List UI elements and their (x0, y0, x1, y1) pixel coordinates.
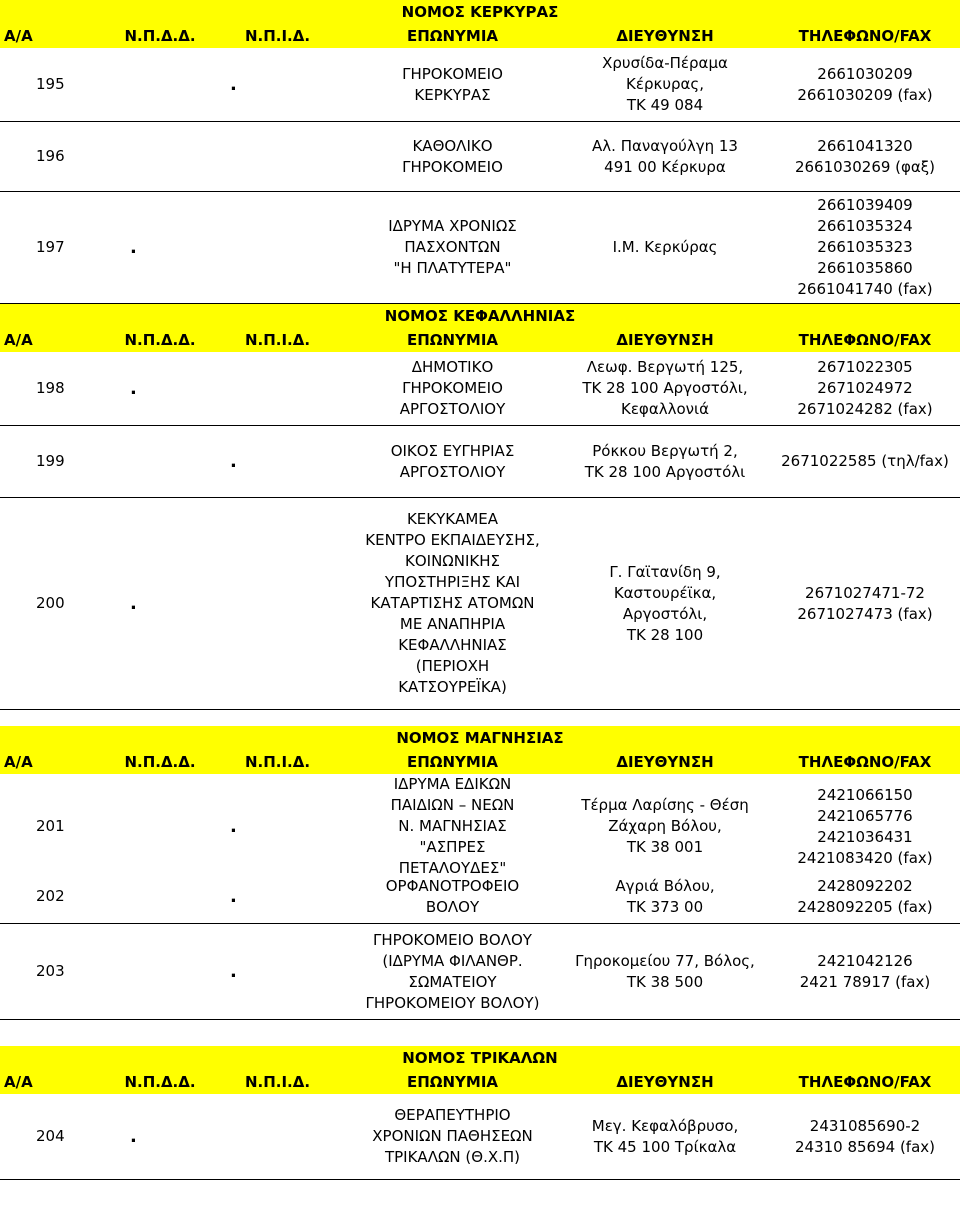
section-1 (0, 304, 960, 710)
column-header: Ν.Π.Δ.Δ. (124, 331, 196, 349)
name-line: ΓΗΡΟΚΟΜΕΙΟ (402, 379, 503, 397)
row-number: 201 (36, 817, 65, 835)
address-line: Καστουρέϊκα, (613, 583, 717, 602)
name-line: ΧΡΟΝΙΩΝ ΠΑΘΗΣΕΩΝ (372, 1127, 533, 1145)
name-line: "ΑΣΠΡΕΣ (419, 838, 486, 856)
address-line: ΤΚ 28 100 Αργοστόλι, (582, 379, 748, 397)
table-row (0, 498, 960, 710)
address-line: ΤΚ 49 084 (626, 96, 704, 114)
column-header: Α/Α (4, 1073, 33, 1091)
column-header: ΔΙΕΥΘΥΝΣΗ (616, 753, 714, 771)
name-line: ΓΗΡΟΚΟΜΕΙΟ (402, 64, 503, 83)
section-0 (0, 0, 960, 304)
address-line: Κεφαλλονιά (620, 400, 709, 418)
name-line: ΚΑΤΣΟΥΡΕΪΚΑ) (398, 678, 507, 696)
name-line: ΓΗΡΟΚΟΜΕΙΟ ΒΟΛΟΥ (373, 930, 532, 949)
column-header: ΔΙΕΥΘΥΝΣΗ (616, 1073, 714, 1091)
address-line: Κέρκυρας, (626, 75, 704, 93)
column-header: Ν.Π.Ι.Δ. (244, 27, 311, 45)
table-row (0, 774, 960, 877)
table-row (0, 426, 960, 498)
npdd-mark: . (130, 1126, 137, 1147)
row-number: 200 (36, 594, 65, 612)
npid-mark: . (230, 451, 237, 472)
name-line: "Η ΠΛΑΤΥΤΕΡΑ" (393, 259, 512, 277)
name-line: ΚΑΘΟΛΙΚΟ (412, 136, 493, 155)
name-line: ΘΕΡΑΠΕΥΤΗΡΙΟ (394, 1106, 511, 1124)
table-row (0, 870, 960, 924)
phone-line: 2428092205 (fax) (797, 897, 933, 916)
cell-address (560, 876, 770, 918)
row-number: 202 (36, 887, 65, 905)
cell-address (560, 237, 770, 258)
address-line: ΤΚ 373 00 (626, 897, 704, 916)
cell-name (345, 930, 560, 1014)
cell-phone (770, 195, 960, 300)
column-header: Ν.Π.Δ.Δ. (124, 27, 196, 45)
name-line: Ν. ΜΑΓΝΗΣΙΑΣ (398, 817, 507, 835)
address-line: Ρόκκου Βεργωτή 2, (592, 441, 738, 460)
name-line: ΤΡΙΚΑΛΩΝ (Θ.Χ.Π) (384, 1148, 521, 1166)
cell-phone (770, 876, 960, 918)
address-line: ΤΚ 45 100 Τρίκαλα (593, 1137, 737, 1156)
npid-mark: . (230, 74, 237, 95)
phone-line: 2661039409 (817, 196, 913, 214)
cell-phone (770, 64, 960, 106)
address-line: ΤΚ 38 500 (626, 972, 704, 991)
column-header: ΤΗΛΕΦΩΝΟ/FAX (798, 753, 932, 771)
row-number: 196 (36, 147, 65, 165)
name-line: ΚΕΡΚΥΡΑΣ (414, 85, 491, 104)
phone-line: 2421036431 (817, 827, 913, 846)
cell-phone (770, 785, 960, 869)
name-line: ΟΡΦΑΝΟΤΡΟΦΕΙΟ (385, 876, 520, 895)
column-header: ΤΗΛΕΦΩΝΟ/FAX (798, 331, 932, 349)
npdd-mark: . (130, 593, 137, 614)
address-line: Γ. Γαϊτανίδη 9, (609, 562, 721, 581)
phone-line: 2661041320 (817, 136, 913, 155)
cell-address (560, 1116, 770, 1158)
phone-line: 2431085690-2 (809, 1116, 921, 1135)
phone-line: 2421042126 (817, 951, 913, 970)
name-line: ΜΕ ΑΝΑΠΗΡΙΑ (399, 615, 506, 633)
name-line: ΙΔΡΥΜΑ ΧΡΟΝΙΩΣ (388, 217, 517, 235)
address-line: Γηροκομείου 77, Βόλος, (575, 951, 755, 970)
address-line: Αγριά Βόλου, (615, 876, 715, 895)
name-line: ΑΡΓΟΣΤΟΛΙΟΥ (399, 400, 506, 418)
name-line: ΚΕΚΥΚΑΜΕΑ (406, 510, 499, 528)
table-row (0, 924, 960, 1020)
table-row (0, 192, 960, 304)
column-header: ΔΙΕΥΘΥΝΣΗ (616, 27, 714, 45)
name-line: ΚΟΙΝΩΝΙΚΗΣ (405, 552, 500, 570)
cell-address (560, 357, 770, 420)
cell-phone (770, 357, 960, 420)
name-line: ΓΗΡΟΚΟΜΕΙΟ (402, 157, 503, 176)
table-row (0, 48, 960, 122)
phone-line: 2421066150 (817, 785, 913, 804)
cell-name (345, 876, 560, 918)
row-number: 198 (36, 379, 65, 397)
cell-name (345, 441, 560, 483)
cell-address (560, 795, 770, 858)
column-header: Ν.Π.Ι.Δ. (244, 1073, 311, 1091)
section-3 (0, 1046, 960, 1180)
row-number: 203 (36, 962, 65, 980)
phone-line: 24310 85694 (fax) (794, 1137, 936, 1156)
address-line: ΤΚ 28 100 (626, 625, 704, 644)
address-line: Μεγ. Κεφαλόβρυσο, (591, 1116, 739, 1135)
cell-name (345, 357, 560, 420)
name-line: ΟΙΚΟΣ ΕΥΓΗΡΙΑΣ (390, 441, 515, 460)
name-line: (ΠΕΡΙΟΧΗ (415, 657, 490, 675)
phone-line: 2661035324 (817, 217, 913, 235)
column-header: Α/Α (4, 753, 33, 771)
section-title: ΝΟΜΟΣ ΤΡΙΚΑΛΩΝ (0, 1046, 960, 1070)
phone-line: 2421 78917 (fax) (799, 972, 931, 991)
phone-line: 2671022305 (817, 358, 913, 376)
cell-name (345, 136, 560, 178)
phone-line: 2428092202 (817, 876, 913, 895)
column-header: ΕΠΩΝΥΜΙΑ (406, 331, 499, 349)
section-2 (0, 726, 960, 1020)
address-line: Τέρμα Λαρίσης - Θέση (581, 796, 749, 814)
column-header: ΕΠΩΝΥΜΙΑ (406, 1073, 499, 1091)
cell-address (560, 562, 770, 646)
name-line: ΣΩΜΑΤΕΙΟΥ (408, 972, 497, 991)
name-line: ΥΠΟΣΤΗΡΙΞΗΣ ΚΑΙ (384, 573, 521, 591)
row-number: 197 (36, 238, 65, 256)
column-header: ΕΠΩΝΥΜΙΑ (406, 753, 499, 771)
name-line: ΙΔΡΥΜΑ ΕΔΙΚΩΝ (393, 775, 512, 793)
phone-line: 2671027473 (fax) (797, 604, 933, 623)
address-line: Χρυσίδα-Πέραμα (602, 54, 728, 72)
column-header-row (0, 1070, 960, 1094)
column-header: Α/Α (4, 27, 33, 45)
phone-line: 2421065776 (817, 806, 913, 825)
cell-phone (770, 1116, 960, 1158)
section-title: ΝΟΜΟΣ ΚΕΦΑΛΛΗΝΙΑΣ (0, 304, 960, 328)
name-line: ΓΗΡΟΚΟΜΕΙΟΥ ΒΟΛΟΥ) (365, 993, 540, 1012)
column-header: ΤΗΛΕΦΩΝΟ/FAX (798, 1073, 932, 1091)
column-header: ΤΗΛΕΦΩΝΟ/FAX (798, 27, 932, 45)
cell-address (560, 53, 770, 116)
column-header: ΕΠΩΝΥΜΙΑ (406, 27, 499, 45)
address-line: Ι.Μ. Κερκύρας (612, 238, 718, 256)
cell-address (560, 951, 770, 993)
name-line: ΒΟΛΟΥ (425, 897, 480, 916)
name-line: ΚΑΤΑΡΤΙΣΗΣ ΑΤΟΜΩΝ (370, 594, 535, 612)
npdd-mark: . (130, 378, 137, 399)
phone-line: 2671022585 (τηλ/fax) (781, 452, 949, 470)
cell-name (345, 1105, 560, 1168)
name-line: ΠΕΤΑΛΟΥΔΕΣ" (398, 859, 507, 877)
phone-line: 2671027471-72 (805, 583, 925, 602)
row-number: 204 (36, 1127, 65, 1145)
cell-name (345, 509, 560, 698)
address-line: Λεωφ. Βεργωτή 125, (586, 358, 744, 376)
npid-mark: . (230, 816, 237, 837)
column-header: Ν.Π.Ι.Δ. (244, 753, 311, 771)
phone-line: 2421083420 (fax) (797, 848, 933, 867)
address-line: Αλ. Παναγούλγη 13 (592, 136, 738, 155)
npid-mark: . (230, 886, 237, 907)
row-number: 199 (36, 452, 65, 470)
name-line: ΔΗΜΟΤΙΚΟ (411, 358, 494, 376)
cell-name (345, 774, 560, 879)
phone-line: 2661041740 (fax) (797, 280, 933, 298)
phone-line: 2671024282 (fax) (797, 400, 933, 418)
phone-line: 2661030209 (817, 64, 913, 83)
npid-mark: . (230, 961, 237, 982)
address-line: Αργοστόλι, (622, 604, 708, 623)
cell-phone (770, 583, 960, 625)
column-header-row (0, 750, 960, 774)
column-header-row (0, 24, 960, 48)
row-number: 195 (36, 75, 65, 93)
section-title: ΝΟΜΟΣ ΜΑΓΝΗΣΙΑΣ (0, 726, 960, 750)
phone-line: 2661035323 (817, 238, 913, 256)
table-row (0, 122, 960, 192)
address-line: 491 00 Κέρκυρα (604, 157, 726, 176)
name-line: ΚΕΦΑΛΛΗΝΙΑΣ (398, 636, 507, 654)
section-title: ΝΟΜΟΣ ΚΕΡΚΥΡΑΣ (0, 0, 960, 24)
name-line: (ΙΔΡΥΜΑ ΦΙΛΑΝΘΡ. (382, 951, 523, 970)
phone-line: 2661030209 (fax) (797, 85, 933, 104)
cell-phone (770, 451, 960, 472)
cell-phone (770, 136, 960, 178)
cell-name (345, 216, 560, 279)
address-line: ΤΚ 28 100 Αργοστόλι (584, 462, 746, 481)
name-line: ΚΕΝΤΡΟ ΕΚΠΑΙΔΕΥΣΗΣ, (365, 531, 540, 549)
table-row (0, 352, 960, 426)
column-header: Ν.Π.Δ.Δ. (124, 1073, 196, 1091)
phone-line: 2661035860 (817, 259, 913, 277)
column-header: ΔΙΕΥΘΥΝΣΗ (616, 331, 714, 349)
cell-address (560, 136, 770, 178)
address-line: Ζάχαρη Βόλου, (608, 817, 722, 835)
name-line: ΠΑΙΔΙΩΝ – ΝΕΩΝ (390, 796, 515, 814)
cell-phone (770, 951, 960, 993)
address-line: ΤΚ 38 001 (626, 838, 704, 856)
name-line: ΠΑΣΧΟΝΤΩΝ (404, 238, 501, 256)
column-header: Α/Α (4, 331, 33, 349)
phone-line: 2661030269 (φαξ) (794, 157, 936, 176)
npdd-mark: . (130, 237, 137, 258)
column-header: Ν.Π.Ι.Δ. (244, 331, 311, 349)
column-header-row (0, 328, 960, 352)
column-header: Ν.Π.Δ.Δ. (124, 753, 196, 771)
table-row (0, 1094, 960, 1180)
phone-line: 2671024972 (817, 379, 913, 397)
name-line: ΑΡΓΟΣΤΟΛΙΟΥ (399, 462, 506, 481)
cell-address (560, 441, 770, 483)
cell-name (345, 64, 560, 106)
